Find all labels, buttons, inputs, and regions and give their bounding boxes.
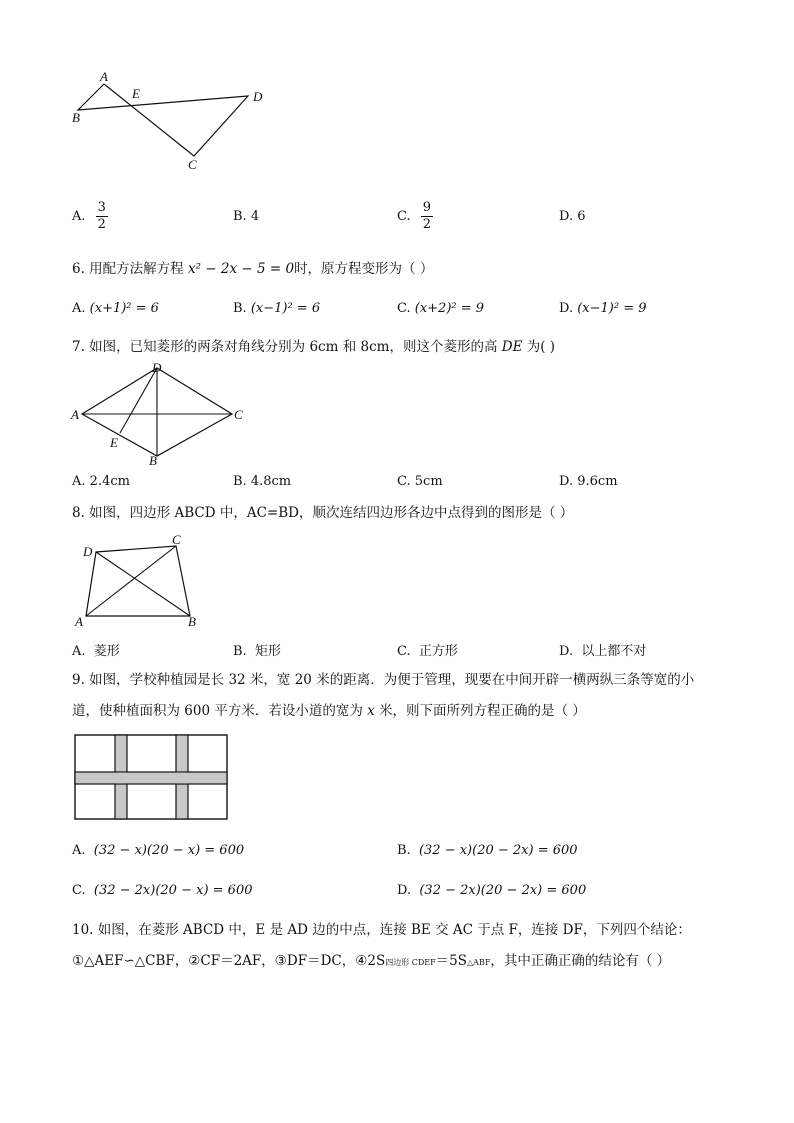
q6-stem: 6. 用配方法解方程 x² − 2x − 5 = 0时，原方程变形为（ ）: [72, 261, 434, 277]
horizontal-path: [75, 772, 227, 784]
q8-option-a[interactable]: A. 菱形: [72, 644, 120, 659]
q6-option-a[interactable]: A. (x+1)² = 6: [72, 301, 159, 316]
q5-option-c[interactable]: C. $\frac{9}{2}$: [397, 200, 432, 232]
label-A: A: [71, 407, 79, 422]
q8-stem: 8. 如图，四边形 ABCD 中，AC=BD，顺次连结四边形各边中点得到的图形是（ ）: [72, 505, 574, 521]
label-D: D: [83, 544, 93, 559]
conclusion-3: ③DF＝DC，: [274, 953, 356, 969]
conclusion-1: ①△AEF∽△CBF，: [72, 953, 189, 969]
fraction: $\frac{9}{2}$: [422, 200, 432, 232]
fraction: $\frac{3}{2}$: [97, 200, 106, 232]
q7-rhombus-figure: [66, 360, 256, 470]
label-E: E: [110, 435, 118, 450]
q9-option-d[interactable]: D. (32 − 2x)(20 − 2x) = 600: [397, 883, 587, 898]
q10-stem-line2: ①△AEF∽△CBF，②CF＝2AF，③DF＝DC，④2S四边形 CDEF＝5S△ABF，其中正确正确的结论有（ ）: [72, 953, 671, 969]
label-B: B: [72, 110, 80, 125]
q9-option-b[interactable]: B. (32 − x)(20 − 2x) = 600: [397, 843, 578, 858]
q5-option-b[interactable]: B. 4: [233, 209, 260, 224]
q6-option-c[interactable]: C. (x+2)² = 9: [397, 301, 485, 316]
q7-option-c[interactable]: C. 5cm: [397, 474, 443, 489]
label-B: B: [188, 614, 196, 629]
q8-option-d[interactable]: D. 以上都不对: [559, 644, 647, 659]
q9-option-c[interactable]: C. (32 − 2x)(20 − x) = 600: [72, 883, 253, 898]
q9-stem-line1: 9. 如图，学校种植园是长 32 米，宽 20 米的距离．为便于管理，现要在中间开辟一横两纵三条等宽的小: [72, 672, 695, 688]
label-A: A: [75, 614, 83, 629]
label-E: E: [132, 86, 140, 101]
q8-option-c[interactable]: C. 正方形: [397, 644, 458, 659]
conclusion-2: ②CF＝2AF，: [188, 953, 275, 969]
q7-option-a[interactable]: A. 2.4cm: [72, 474, 130, 489]
q10-stem-line1: 10. 如图，在菱形 ABCD 中，E 是 AD 边的中点，连接 BE 交 AC 于点 F，连接 DF，下列四个结论：: [72, 922, 691, 938]
q5-option-a[interactable]: [72, 200, 108, 233]
label-B: B: [149, 453, 157, 468]
label-C: C: [172, 532, 181, 547]
label-D: D: [253, 89, 263, 104]
label-D: D: [152, 360, 162, 375]
q9-option-a[interactable]: A. (32 − x)(20 − x) = 600: [72, 843, 245, 858]
q7-option-d[interactable]: D. 9.6cm: [559, 474, 618, 489]
q7-option-b[interactable]: B. 4.8cm: [233, 474, 292, 489]
label-A: A: [100, 69, 108, 84]
option-letter: A.: [72, 209, 86, 224]
q6-option-b[interactable]: B. (x−1)² = 6: [233, 301, 321, 316]
q5-option-d[interactable]: D. 6: [559, 209, 586, 224]
q8-option-b[interactable]: B. 矩形: [233, 644, 281, 659]
q9-stem-line2: 道，使种植面积为 600 平方米．若设小道的宽为 x 米，则下面所列方程正确的是（ ）: [72, 703, 586, 719]
label-C: C: [234, 407, 243, 422]
q5-figure: [60, 64, 280, 174]
conclusion-4: ④2S四边形 CDEF＝5S△ABF: [355, 953, 491, 969]
q8-quadrilateral-figure: [70, 532, 210, 632]
q7-stem: 7. 如图，已知菱形的两条对角线分别为 6cm 和 8cm，则这个菱形的高 DE 为( ): [72, 339, 556, 355]
q9-garden-figure: [74, 734, 230, 822]
label-C: C: [188, 157, 197, 172]
q6-option-d[interactable]: D. (x−1)² = 9: [559, 301, 647, 316]
